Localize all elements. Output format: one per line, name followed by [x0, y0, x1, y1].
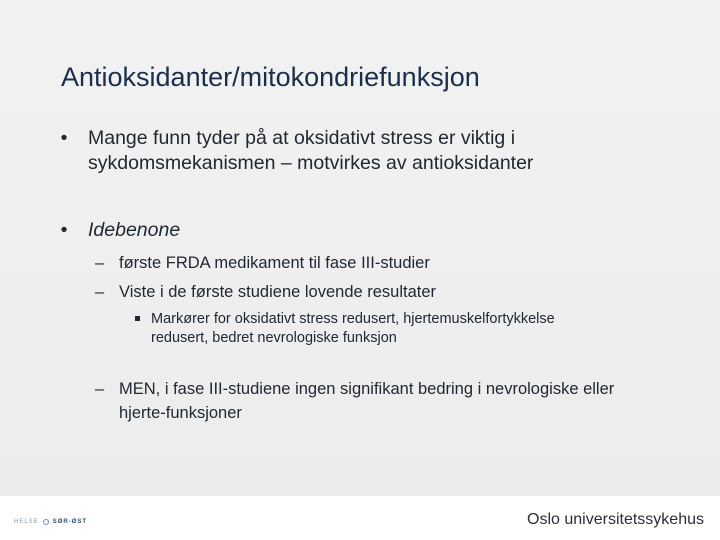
sub-bullet-text: første FRDA medikament til fase III-studier	[119, 254, 430, 272]
sub-bullet-item	[95, 377, 639, 425]
sub-bullet-text: MEN, i fase III-studiene ingen signifikant bedring i nevrologiske eller hjerte-funksjoner	[119, 380, 615, 422]
bullet-marker: •	[60, 127, 68, 149]
bullet-item	[60, 126, 648, 176]
bullet-text: Mange funn tyder på at oksidativt stress er viktig i sykdomsmekanismen – motvirkes av antioksidanter	[88, 127, 534, 174]
slide-title: Antioksidanter/mitokondriefunksjon	[61, 62, 480, 92]
sub-bullet-item	[95, 251, 639, 275]
bullet-item	[60, 218, 648, 243]
sub-bullet-item	[95, 280, 639, 304]
sub-bullet-text: Viste i de første studiene lovende resultater	[119, 283, 437, 301]
sub-sub-bullet-text: Markører for oksidativt stress redusert, hjertemuskelfortykkelse redusert, bedret nevrologiske funksjon	[151, 311, 555, 346]
square-bullet-icon	[135, 316, 140, 321]
bullet-marker: •	[60, 219, 68, 241]
logo-text-sor-ost: SØR-ØST	[52, 519, 88, 525]
logo-text-helse: HELSE	[14, 519, 39, 525]
logo-mark-icon	[43, 519, 49, 525]
sub-bullet-marker: –	[95, 283, 105, 301]
sub-bullet-marker: –	[95, 254, 105, 272]
bullet-text: Idebenone	[88, 219, 181, 241]
oslo-universitetssykehus-logo: Oslo universitetssykehus	[527, 511, 704, 528]
helse-sor-ost-logo	[14, 517, 87, 527]
slide-footer	[0, 496, 720, 540]
sub-sub-bullet-item	[151, 310, 601, 348]
sub-bullet-marker: –	[95, 380, 105, 398]
